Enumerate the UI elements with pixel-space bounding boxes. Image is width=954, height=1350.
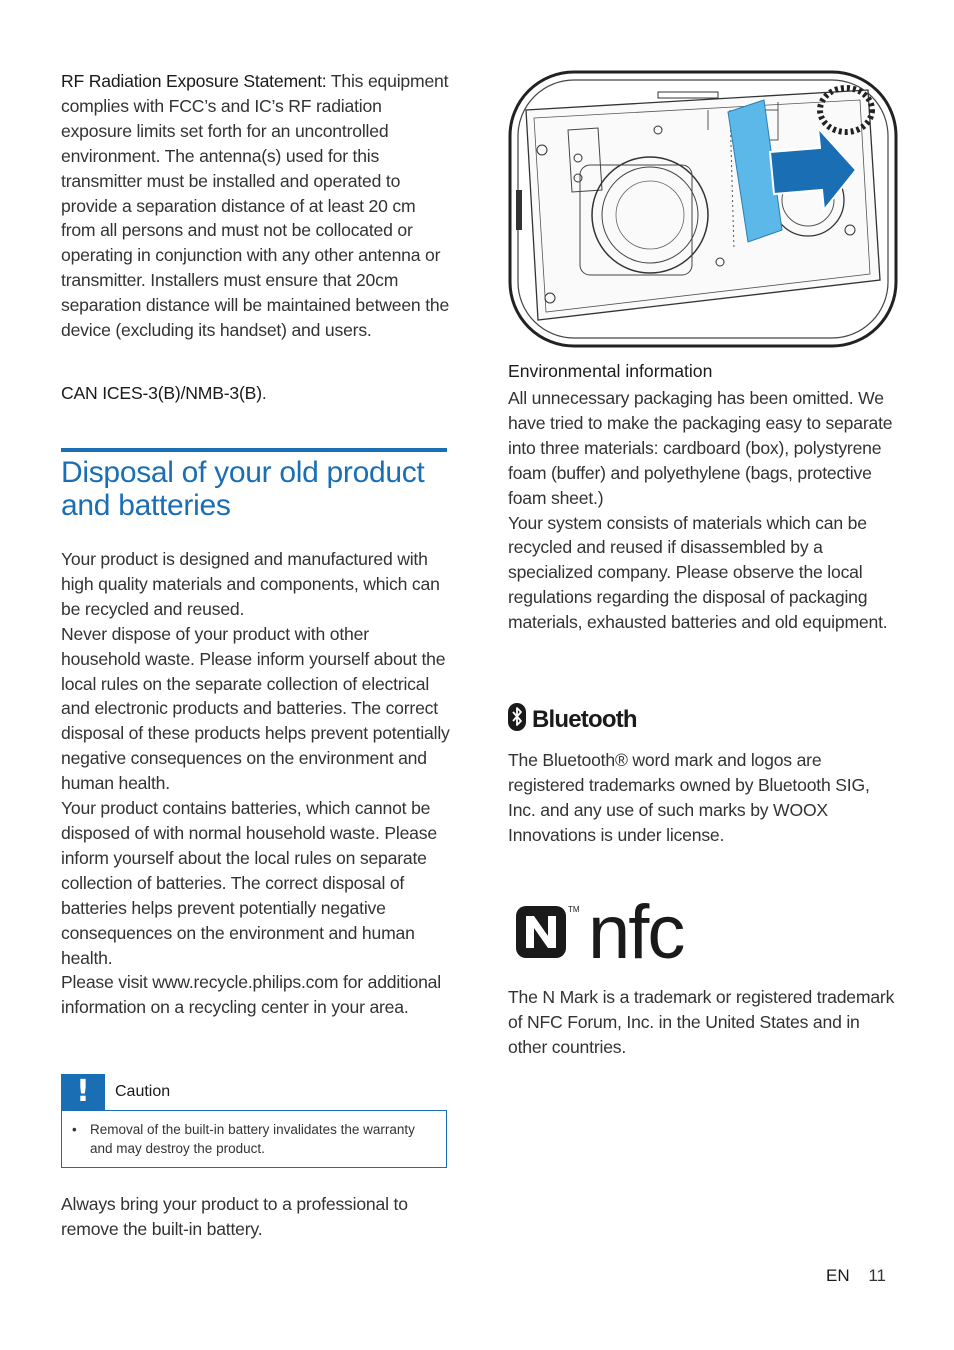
- nfc-logo-text: nfc: [588, 890, 684, 970]
- nfc-tm: TM: [568, 905, 580, 914]
- section-rule: [61, 448, 447, 452]
- bluetooth-logo-text: Bluetooth: [532, 706, 637, 733]
- caution-content: [61, 1110, 447, 1168]
- bluetooth-logo: [508, 700, 638, 734]
- caution-text: Removal of the built-in battery invalidates the warranty and may destroy the product.: [90, 1122, 415, 1156]
- environmental-paragraph: Your system consists of materials which can be recycled and reused if disassembled by a specialized company. Please observe the local regulations regarding the disposal of packaging materials, exhausted batteries and old equipment.: [508, 512, 888, 633]
- can-ices: [61, 381, 267, 406]
- can-suffix: .: [261, 383, 267, 403]
- disposal-title: Disposal of your old product and batteries: [61, 456, 425, 522]
- exclamation-icon: !: [61, 1074, 105, 1110]
- environmental-title: Environmental information: [508, 361, 713, 381]
- caution-box: [61, 1074, 447, 1168]
- caution-header: [61, 1074, 447, 1110]
- environmental-paragraph: All unnecessary packaging has been omitted. We have tried to make the packaging easy to separate into three materials: cardboard (box), polystyrene foam (buffer) and polyethylene (bags, protective foam sheet.): [508, 388, 893, 508]
- environmental-body: [508, 386, 900, 635]
- disposal-paragraph: Please visit www.recycle.philips.com for additional information on a recycling center in your area.: [61, 972, 441, 1018]
- rf-label: RF Radiation Exposure Statement:: [61, 71, 327, 91]
- page-footer: [826, 1266, 886, 1286]
- disposal-paragraph: Your product contains batteries, which cannot be disposed of with normal household waste. Please inform yourself about the local rules on separate collection of batteries. The correct disposal of batteries helps prevent potentially negative consequences on the environment and human health.: [61, 798, 437, 968]
- rf-statement: [61, 69, 451, 343]
- page-number: 11: [868, 1266, 887, 1285]
- closing-paragraph: Always bring your product to a professional to remove the built-in battery.: [61, 1194, 408, 1239]
- nfc-logo: [514, 890, 714, 970]
- rf-text: This equipment complies with FCC’s and IC’s RF radiation exposure limits set forth for an uncontrolled environment. The antenna(s) used for this transmitter must be installed and operated to provide a separation distance of at least 20 cm from all persons and must not be collocated or operating in conjunction with any other antenna or transmitter. Installers must ensure that 20cm separation distance will be maintained between the device (excluding its handset) and users.: [61, 71, 450, 341]
- disposal-paragraph: Never dispose of your product with other household waste. Please inform yourself about the local rules on the separate collection of electrical and electronic products and batteries. The correct disposal of these products helps prevent potentially negative consequences on the environment and human health.: [61, 623, 450, 794]
- can-label: CAN ICES-3(B)/NMB-3(B): [61, 383, 262, 403]
- caution-label: Caution: [115, 1083, 171, 1100]
- bluetooth-text: The Bluetooth® word mark and logos are registered trademarks owned by Bluetooth SIG, Inc. and any use of such marks by WOOX Innovations is under license.: [508, 750, 870, 845]
- bullet-icon: •: [72, 1122, 77, 1137]
- device-battery-illustration: [508, 70, 898, 350]
- disposal-paragraph: Your product is designed and manufactured with high quality materials and components, which can be recycled and reused.: [61, 549, 440, 619]
- disposal-body: [61, 547, 451, 1020]
- nfc-text: The N Mark is a trademark or registered trademark of NFC Forum, Inc. in the United States and in other countries.: [508, 987, 895, 1057]
- language-code: EN: [826, 1266, 850, 1285]
